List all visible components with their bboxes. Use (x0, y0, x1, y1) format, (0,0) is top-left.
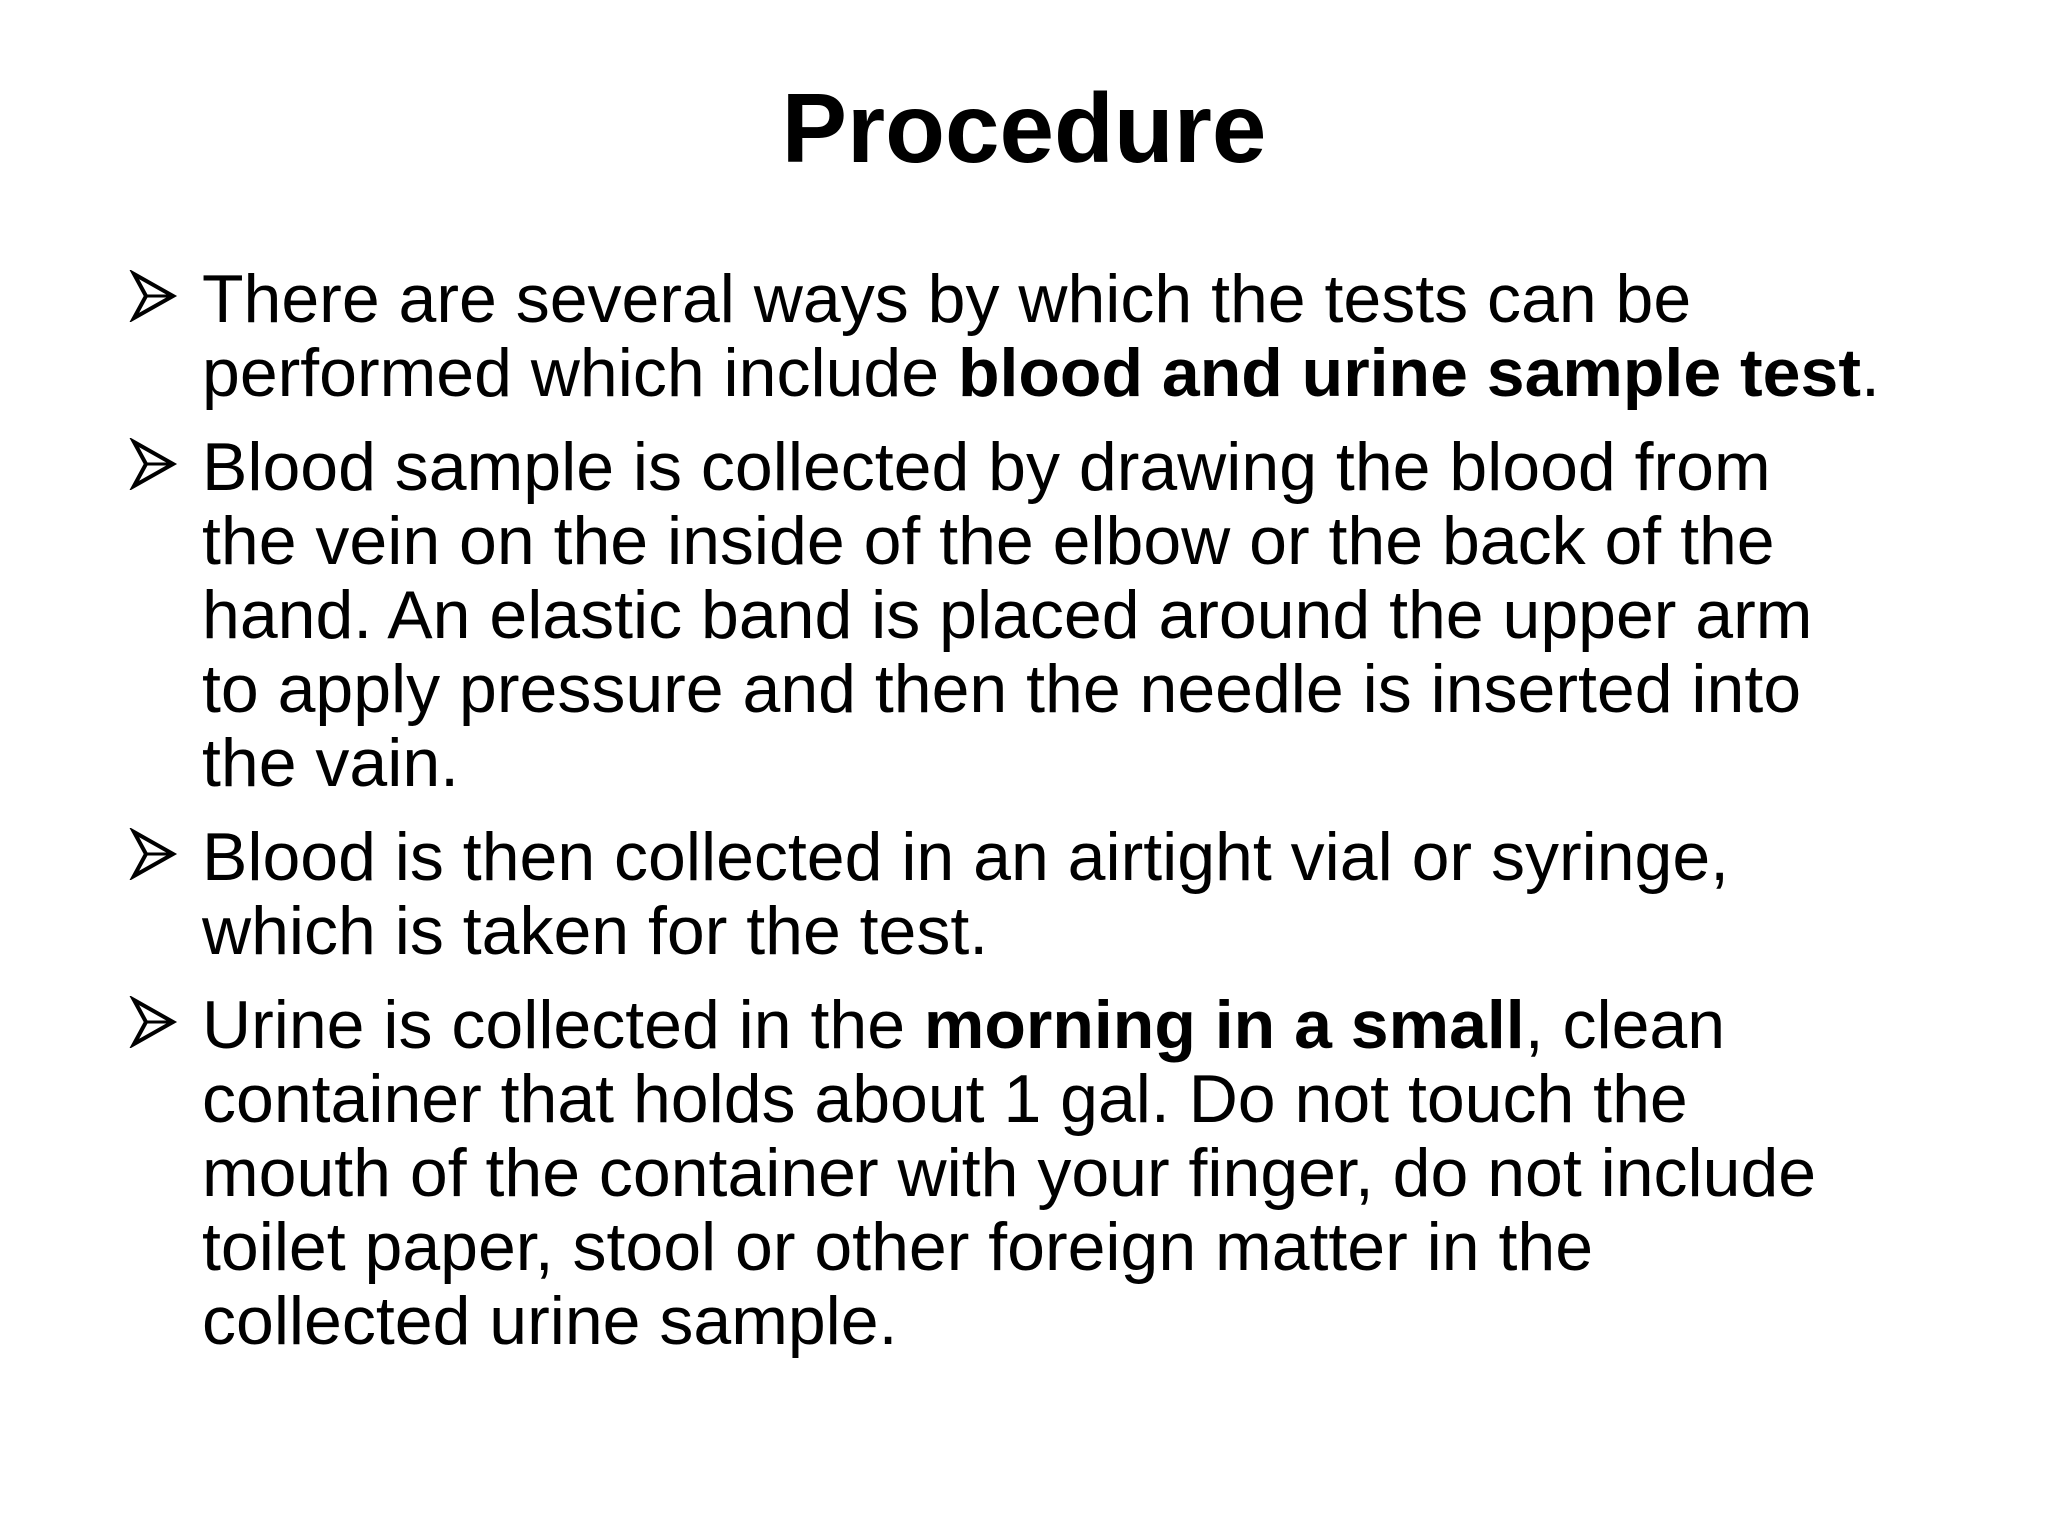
text-run: to apply pressure and then the needle is inserted into (202, 651, 1802, 727)
bullet-line (202, 430, 1948, 504)
bullet-item (128, 988, 1948, 1358)
bullet-item (128, 430, 1948, 800)
arrowhead-bullet-icon (128, 828, 178, 880)
bullet-line (202, 1210, 1948, 1284)
bullet-line (202, 894, 1948, 968)
text-run: There are several ways by which the tests can be (202, 261, 1692, 337)
bullet-list (128, 262, 1948, 1378)
text-run: mouth of the container with your finger, do not include (202, 1135, 1817, 1211)
bullet-line (202, 336, 1948, 410)
text-run: , clean (1524, 987, 1726, 1063)
text-run: performed which include (202, 335, 958, 411)
slide-title: Procedure (781, 73, 1267, 183)
bullet-line (202, 726, 1948, 800)
bullet-text (202, 430, 1948, 800)
text-run: container that holds about 1 gal. Do not touch the (202, 1061, 1688, 1137)
bullet-line (202, 1136, 1948, 1210)
bullet-line (202, 262, 1948, 336)
bullet-text (202, 988, 1948, 1358)
text-run: the vein on the inside of the elbow or the back of the (202, 503, 1775, 579)
bullet-line (202, 820, 1948, 894)
bullet-item (128, 262, 1948, 410)
text-run: hand. An elastic band is placed around the upper arm (202, 577, 1813, 653)
text-run: which is taken for the test. (202, 893, 989, 969)
bullet-line (202, 1284, 1948, 1358)
text-run: Urine is collected in the (202, 987, 924, 1063)
text-run: the vain. (202, 725, 460, 801)
bold-text-run: blood and urine sample test (957, 335, 1861, 411)
text-run: . (1860, 335, 1880, 411)
arrowhead-bullet-icon (128, 270, 178, 322)
text-run: Blood is then collected in an airtight vial or syringe, (202, 819, 1730, 895)
text-run: collected urine sample. (202, 1283, 898, 1359)
bullet-line (202, 988, 1948, 1062)
bullet-item (128, 820, 1948, 968)
bullet-text (202, 820, 1948, 968)
arrowhead-bullet-icon (128, 996, 178, 1048)
bullet-line (202, 578, 1948, 652)
text-run: toilet paper, stool or other foreign matter in the (202, 1209, 1594, 1285)
bullet-line (202, 504, 1948, 578)
text-run: Blood sample is collected by drawing the blood from (202, 429, 1771, 505)
bold-text-run: morning in a small (923, 987, 1525, 1063)
arrowhead-bullet-icon (128, 438, 178, 490)
bullet-text (202, 262, 1948, 410)
bullet-line (202, 1062, 1948, 1136)
bullet-line (202, 652, 1948, 726)
